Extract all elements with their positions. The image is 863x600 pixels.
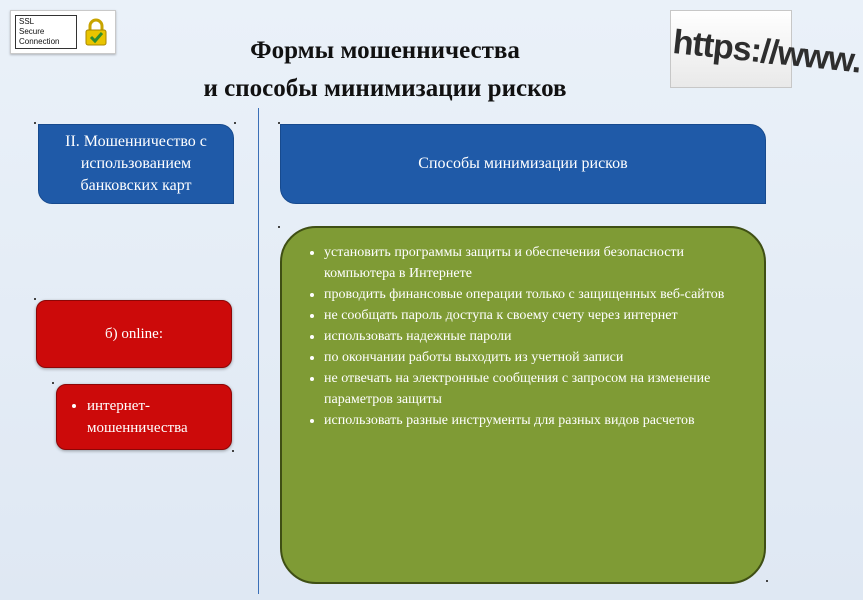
risk-methods-list	[302, 242, 742, 431]
corner-dot	[34, 122, 36, 124]
https-url-text: https://www.	[671, 23, 863, 81]
risk-method-item: • использовать надежные пароли	[324, 326, 742, 347]
risk-method-item: • установить программы защиты и обеспечения безопасности компьютера в Интернете	[324, 242, 742, 284]
risk-method-item: • не сообщать пароль доступа к своему счету через интернет	[324, 305, 742, 326]
column-divider	[258, 108, 259, 594]
internet-fraud-item: • интернет-мошенничества	[87, 395, 231, 439]
ssl-secure-connection-logo	[10, 10, 116, 54]
risk-method-item: • проводить финансовые операции только с защищенных веб-сайтов	[324, 284, 742, 305]
risk-minimization-header-text: Способы минимизации рисков	[418, 155, 628, 172]
corner-dot	[234, 122, 236, 124]
ssl-logo-line2: Secure	[19, 27, 45, 36]
risk-methods-box	[280, 226, 766, 584]
card-fraud-header-text: II. Мошенничество с использованием банковских карт	[65, 133, 207, 194]
ssl-logo-text	[15, 15, 77, 49]
slide-title-line2: и способы минимизации рисков	[203, 75, 567, 102]
card-fraud-header	[38, 124, 234, 204]
ssl-logo-line3: Connection	[19, 37, 60, 46]
corner-dot	[766, 580, 768, 582]
internet-fraud-list	[57, 395, 231, 439]
internet-fraud-box	[56, 384, 232, 450]
corner-dot	[278, 122, 280, 124]
slide-title	[130, 32, 640, 108]
slide-title-line1: Формы мошенничества	[250, 37, 520, 64]
https-url-image	[670, 10, 863, 88]
risk-minimization-header	[280, 124, 766, 204]
corner-dot	[34, 298, 36, 300]
corner-dot	[232, 450, 234, 452]
corner-dot	[52, 382, 54, 384]
online-label-text: б) online:	[104, 325, 164, 342]
ssl-logo-line1: SSL	[19, 17, 35, 26]
risk-method-item: • не отвечать на электронные сообщения с запросом на изменение параметров защиты	[324, 368, 742, 410]
online-label-box	[36, 300, 232, 368]
corner-dot	[278, 226, 280, 228]
risk-method-item: • использовать разные инструменты для разных видов расчетов	[324, 410, 742, 431]
risk-method-item: • по окончании работы выходить из учетной записи	[324, 347, 742, 368]
padlock-icon	[83, 17, 109, 47]
